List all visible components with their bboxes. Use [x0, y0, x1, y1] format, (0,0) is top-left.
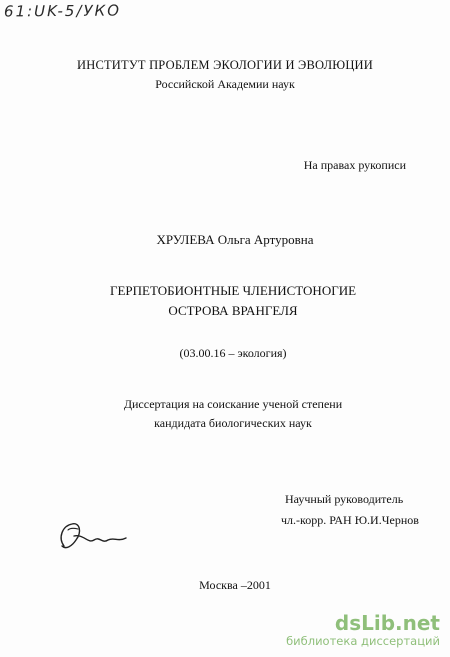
degree-line1: Диссертация на соискание ученой степени [123, 397, 343, 411]
author-name: ХРУЛЕВА Ольга Артуровна [156, 232, 314, 247]
supervisor-name: чл.-корр. РАН Ю.И.Чернов [281, 513, 419, 527]
institute-title: ИНСТИТУТ ПРОБЛЕМ ЭКОЛОГИИ И ЭВОЛЮЦИИ [76, 58, 374, 72]
thesis-title-line2: ОСТРОВА ВРАНГЕЛЯ [168, 303, 298, 318]
place-and-year: Москва –2001 [199, 578, 271, 592]
rights-label: На правах рукописи [303, 158, 406, 172]
thesis-title-line1: ГЕРПЕТОБИОНТНЫЕ ЧЛЕНИСТОНОГИЕ [109, 283, 357, 298]
academy-name: Российской Академии наук [155, 77, 295, 91]
handwritten-signature [54, 516, 130, 556]
supervisor-title: Научный руководитель [285, 492, 404, 506]
watermark-logo-text: dsLib.net [334, 611, 440, 635]
specialty-code: (03.00.16 – экология) [179, 346, 287, 360]
handwritten-archive-code: 61:UK-5/УКО [3, 1, 122, 21]
watermark-subtitle: библиотека диссертаций [286, 634, 440, 648]
degree-line2: кандидата биологических наук [154, 416, 312, 430]
watermark [286, 612, 440, 648]
